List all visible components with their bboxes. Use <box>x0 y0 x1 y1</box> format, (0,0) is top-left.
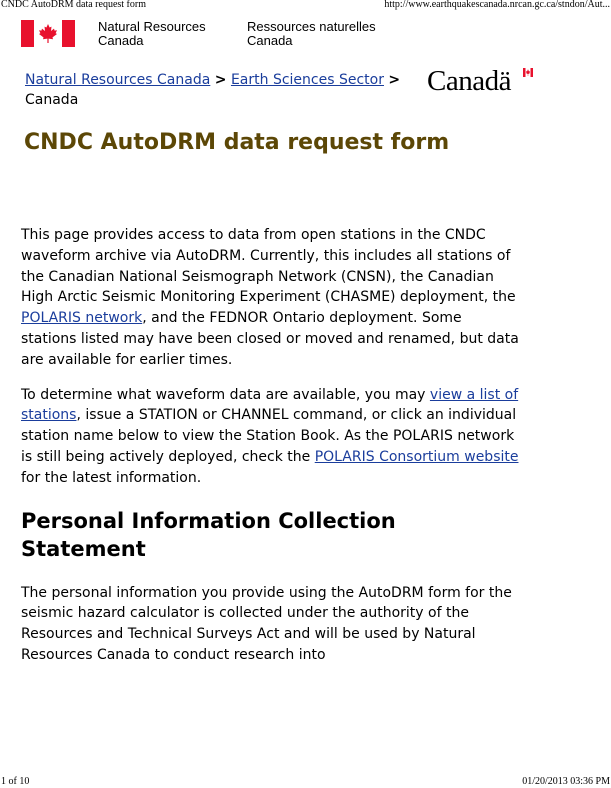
canada-wordmark-text: Canadä <box>427 65 511 97</box>
breadcrumb-link-ess[interactable]: Earth Sciences Sector <box>230 72 384 88</box>
print-header <box>0 0 611 11</box>
breadcrumb <box>25 70 415 110</box>
intro-paragraph-1 <box>21 225 521 371</box>
signature-french-line1: Ressources naturelles <box>247 19 376 34</box>
breadcrumb-separator: > <box>214 72 227 88</box>
canada-wordmark <box>427 65 535 97</box>
breadcrumb-link-nrcan[interactable]: Natural Resources Canada <box>25 72 211 88</box>
main-content <box>21 225 521 680</box>
polaris-consortium-link[interactable]: POLARIS Consortium website <box>314 448 519 465</box>
print-footer <box>0 776 611 788</box>
wordmark-flag-icon <box>523 68 533 78</box>
intro-text: This page provides access to data from open stations in the CNDC waveform archive via AutoDRM. Currently, this includes all stations of the Canadian National Seismograph Network (CNSN), the Canadian High Arctic Seismic Monitoring Experiment (CHASME) deployment, the <box>21 227 516 306</box>
intro-text: for the latest information. <box>21 469 202 486</box>
print-header-title: CNDC AutoDRM data request form <box>1 0 146 10</box>
print-header-url: http://www.earthquakescanada.nrcan.gc.ca/stndon/Aut... <box>384 0 610 10</box>
privacy-heading: Personal Information Collection Statement <box>21 508 396 561</box>
print-footer-page: 1 of 10 <box>1 776 30 787</box>
polaris-network-link[interactable]: POLARIS network <box>21 310 143 327</box>
print-footer-date: 01/20/2013 03:36 PM <box>522 776 610 787</box>
fip-signature <box>21 20 421 48</box>
privacy-paragraph: The personal information you provide using the AutoDRM form for the seismic hazard calculator is collected under the authority of the Resources and Technical Surveys Act and will be used by Natural Resources Canada to conduct research into <box>21 584 512 663</box>
station-list-link[interactable]: view a list of stations <box>21 386 519 424</box>
signature-french <box>247 20 376 48</box>
signature-english-line2: Canada <box>98 33 144 48</box>
breadcrumb-separator: > <box>388 72 401 88</box>
intro-text: , issue a STATION or CHANNEL command, or click an individual station name below to view the Station Book. As the POLARIS network is still being actively deployed, check the <box>21 407 517 465</box>
page-title: CNDC AutoDRM data request form <box>24 130 450 155</box>
canada-flag-icon <box>21 20 75 47</box>
intro-text: To determine what waveform data are available, you may <box>21 386 430 403</box>
signature-french-line2: Canada <box>247 33 293 48</box>
signature-english-line1: Natural Resources <box>98 19 206 34</box>
intro-paragraph-2 <box>21 385 521 489</box>
signature-english <box>98 20 206 48</box>
intro-text: , and the FEDNOR Ontario deployment. Some stations listed may have been closed or moved and renamed, but data are available for earlier times. <box>21 310 519 368</box>
breadcrumb-tail: Canada <box>25 92 79 108</box>
